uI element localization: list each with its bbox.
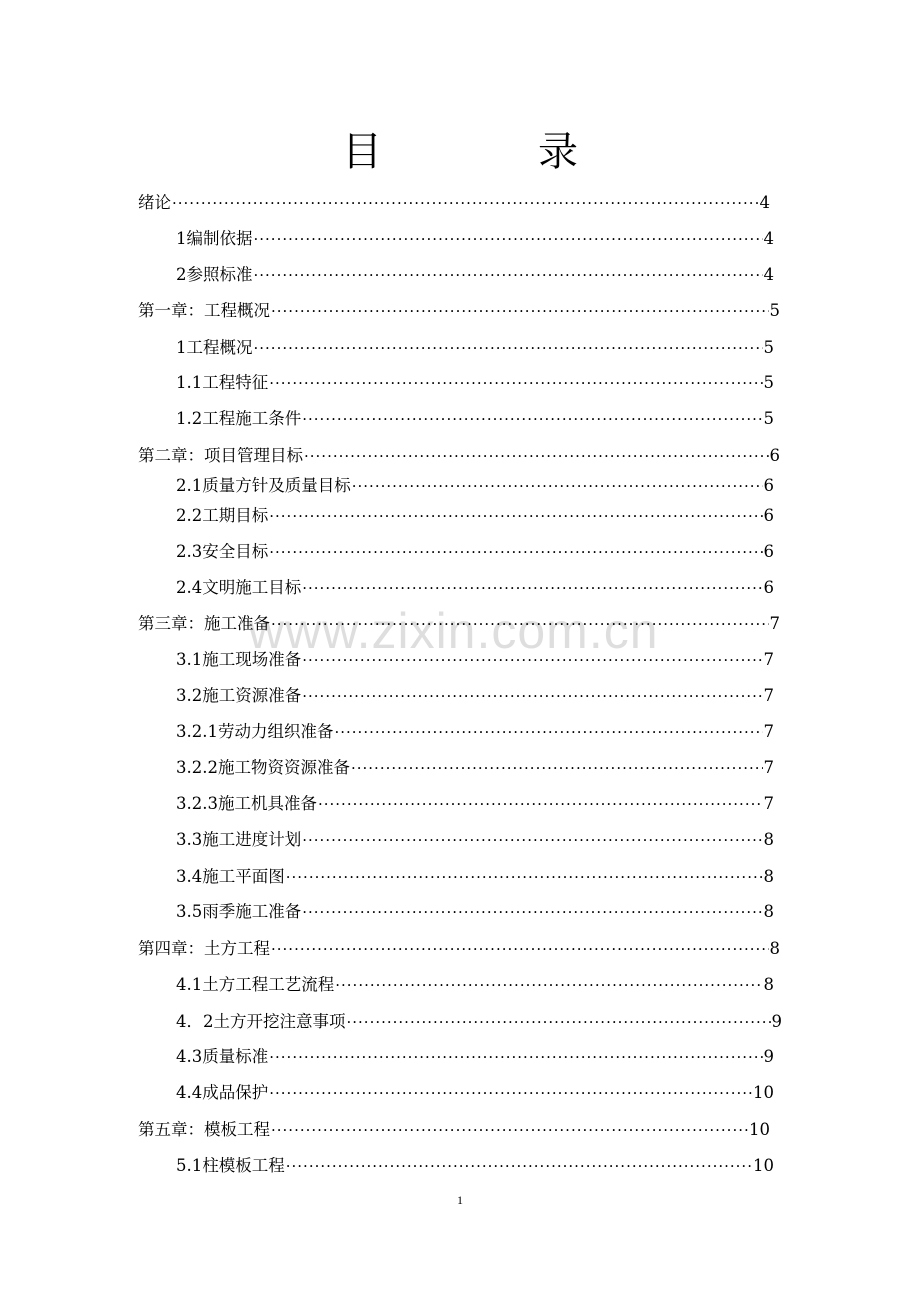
toc-entry-label: 3.4施工平面图: [176, 867, 285, 886]
toc-dot-leader: [269, 506, 762, 526]
toc-dot-leader: [269, 542, 762, 562]
toc-entry-page: 10: [749, 1120, 770, 1139]
toc-dot-leader: [318, 794, 763, 814]
toc-entry[interactable]: [176, 1083, 774, 1103]
toc-entry[interactable]: [138, 193, 770, 213]
toc-entry-page: 8: [763, 975, 774, 994]
toc-entry-page: 7: [769, 614, 780, 633]
toc-dot-leader: [304, 446, 769, 466]
toc-entry-label: 1.2工程施工条件: [176, 409, 302, 428]
toc-entry[interactable]: [176, 722, 774, 742]
toc-dot-leader: [286, 867, 763, 887]
toc-entry[interactable]: [176, 409, 774, 429]
toc-dot-leader: [302, 409, 762, 429]
toc-dot-leader: [271, 301, 769, 321]
toc-entry-page: 5: [763, 338, 774, 357]
toc-entry-page: 7: [763, 650, 774, 669]
toc-entry[interactable]: [176, 1047, 774, 1067]
toc-dot-leader: [302, 902, 762, 922]
toc-entry[interactable]: [176, 650, 774, 670]
toc-dot-leader: [302, 578, 762, 598]
toc-entry-page: 6: [763, 476, 774, 495]
toc-entry-label: 3.2.3施工机具准备: [176, 794, 317, 813]
toc-entry-label: 4.3质量标准: [176, 1047, 269, 1066]
watermark: www.zixin.com.cn: [248, 603, 659, 659]
toc-entry-label: 4.1土方工程工艺流程: [176, 975, 335, 994]
toc-entry-label: 2.3安全目标: [176, 542, 269, 561]
toc-entry[interactable]: [138, 301, 780, 321]
toc-dot-leader: [254, 265, 763, 285]
toc-entry-label: 4．2土方开挖注意事项: [176, 1012, 346, 1031]
toc-entry[interactable]: [138, 1120, 770, 1140]
toc-entry-page: 8: [763, 830, 774, 849]
toc-entry-page: 7: [763, 758, 774, 777]
toc-entry[interactable]: [176, 794, 774, 814]
toc-entry[interactable]: [138, 614, 780, 634]
page-title: 目 录: [342, 129, 636, 175]
toc-entry[interactable]: [176, 506, 774, 526]
toc-entry-page: 9: [771, 1012, 782, 1031]
toc-dot-leader: [352, 476, 763, 496]
toc-entry-label: 3.2.1劳动力组织准备: [176, 722, 334, 741]
toc-entry-page: 6: [763, 506, 774, 525]
toc-entry[interactable]: [176, 578, 774, 598]
toc-entry-page: 6: [769, 446, 780, 465]
toc-entry-label: 第三章：施工准备: [138, 614, 270, 633]
toc-dot-leader: [172, 193, 759, 213]
toc-entry-label: 1.1工程特征: [176, 373, 269, 392]
toc-entry-label: 1编制依据: [176, 229, 253, 248]
toc-entry[interactable]: [176, 338, 774, 358]
toc-entry-label: 第五章：模板工程: [138, 1120, 270, 1139]
toc-entry-page: 4: [759, 193, 770, 212]
toc-dot-leader: [334, 722, 762, 742]
toc-entry-label: 3.5雨季施工准备: [176, 902, 302, 921]
toc-dot-leader: [254, 229, 763, 249]
toc-entry-label: 5.1柱模板工程: [176, 1156, 285, 1175]
toc-entry-label: 2参照标准: [176, 265, 253, 284]
page-number: 1: [457, 1193, 463, 1207]
toc-entry-page: 4: [763, 265, 774, 284]
toc-entry[interactable]: [176, 542, 774, 562]
toc-entry[interactable]: [176, 758, 774, 778]
toc-entry[interactable]: [176, 229, 774, 249]
toc-entry[interactable]: [176, 265, 774, 285]
toc-entry-page: 9: [763, 1047, 774, 1066]
toc-dot-leader: [302, 686, 762, 706]
toc-entry-label: 绪论: [138, 193, 171, 212]
toc-entry-label: 2.4文明施工目标: [176, 578, 302, 597]
toc-entry-page: 5: [769, 301, 780, 320]
toc-entry[interactable]: [176, 476, 774, 496]
toc-entry-label: 3.1施工现场准备: [176, 650, 302, 669]
toc-dot-leader: [269, 373, 762, 393]
toc-entry-label: 3.3施工进度计划: [176, 830, 302, 849]
toc-entry-page: 7: [763, 686, 774, 705]
toc-entry[interactable]: [176, 1156, 774, 1176]
toc-dot-leader: [302, 830, 762, 850]
toc-dot-leader: [286, 1156, 752, 1176]
toc-entry-page: 6: [763, 578, 774, 597]
toc-entry-page: 7: [763, 794, 774, 813]
toc-dot-leader: [351, 758, 763, 778]
toc-entry-page: 8: [769, 939, 780, 958]
toc-dot-leader: [271, 939, 769, 959]
toc-entry-label: 1工程概况: [176, 338, 253, 357]
toc-entry-page: 10: [753, 1156, 774, 1175]
toc-entry-label: 4.4成品保护: [176, 1083, 269, 1102]
toc-entry-page: 10: [753, 1083, 774, 1102]
toc-entry[interactable]: [176, 902, 774, 922]
toc-entry-page: 7: [763, 722, 774, 741]
toc-entry[interactable]: [176, 830, 774, 850]
toc-dot-leader: [254, 338, 763, 358]
toc-entry[interactable]: [176, 867, 774, 887]
toc-entry-label: 3.2施工资源准备: [176, 686, 302, 705]
toc-entry[interactable]: [176, 373, 774, 393]
toc-entry-label: 第四章：土方工程: [138, 939, 270, 958]
toc-dot-leader: [269, 1083, 752, 1103]
toc-dot-leader: [271, 614, 769, 634]
toc-entry-page: 4: [763, 229, 774, 248]
toc-dot-leader: [269, 1047, 762, 1067]
toc-entry-page: 6: [763, 542, 774, 561]
toc-entry[interactable]: [138, 939, 780, 959]
toc-entry[interactable]: [176, 686, 774, 706]
toc-entry-label: 3.2.2施工物资资源准备: [176, 758, 350, 777]
toc-entry-page: 5: [763, 373, 774, 392]
toc-entry[interactable]: [176, 1012, 782, 1032]
toc-entry-label: 2.2工期目标: [176, 506, 269, 525]
toc-dot-leader: [335, 975, 762, 995]
toc-entry-page: 5: [763, 409, 774, 428]
toc-entry-label: 2.1质量方针及质量目标: [176, 476, 351, 495]
toc-entry-page: 8: [763, 867, 774, 886]
toc-dot-leader: [302, 650, 762, 670]
toc-entry-label: 第二章：项目管理目标: [138, 446, 303, 465]
toc-entry-label: 第一章：工程概况: [138, 301, 270, 320]
toc-dot-leader: [347, 1012, 771, 1032]
toc-dot-leader: [271, 1120, 748, 1140]
toc-entry-page: 8: [763, 902, 774, 921]
toc-entry[interactable]: [176, 975, 774, 995]
toc-entry[interactable]: [138, 446, 780, 466]
